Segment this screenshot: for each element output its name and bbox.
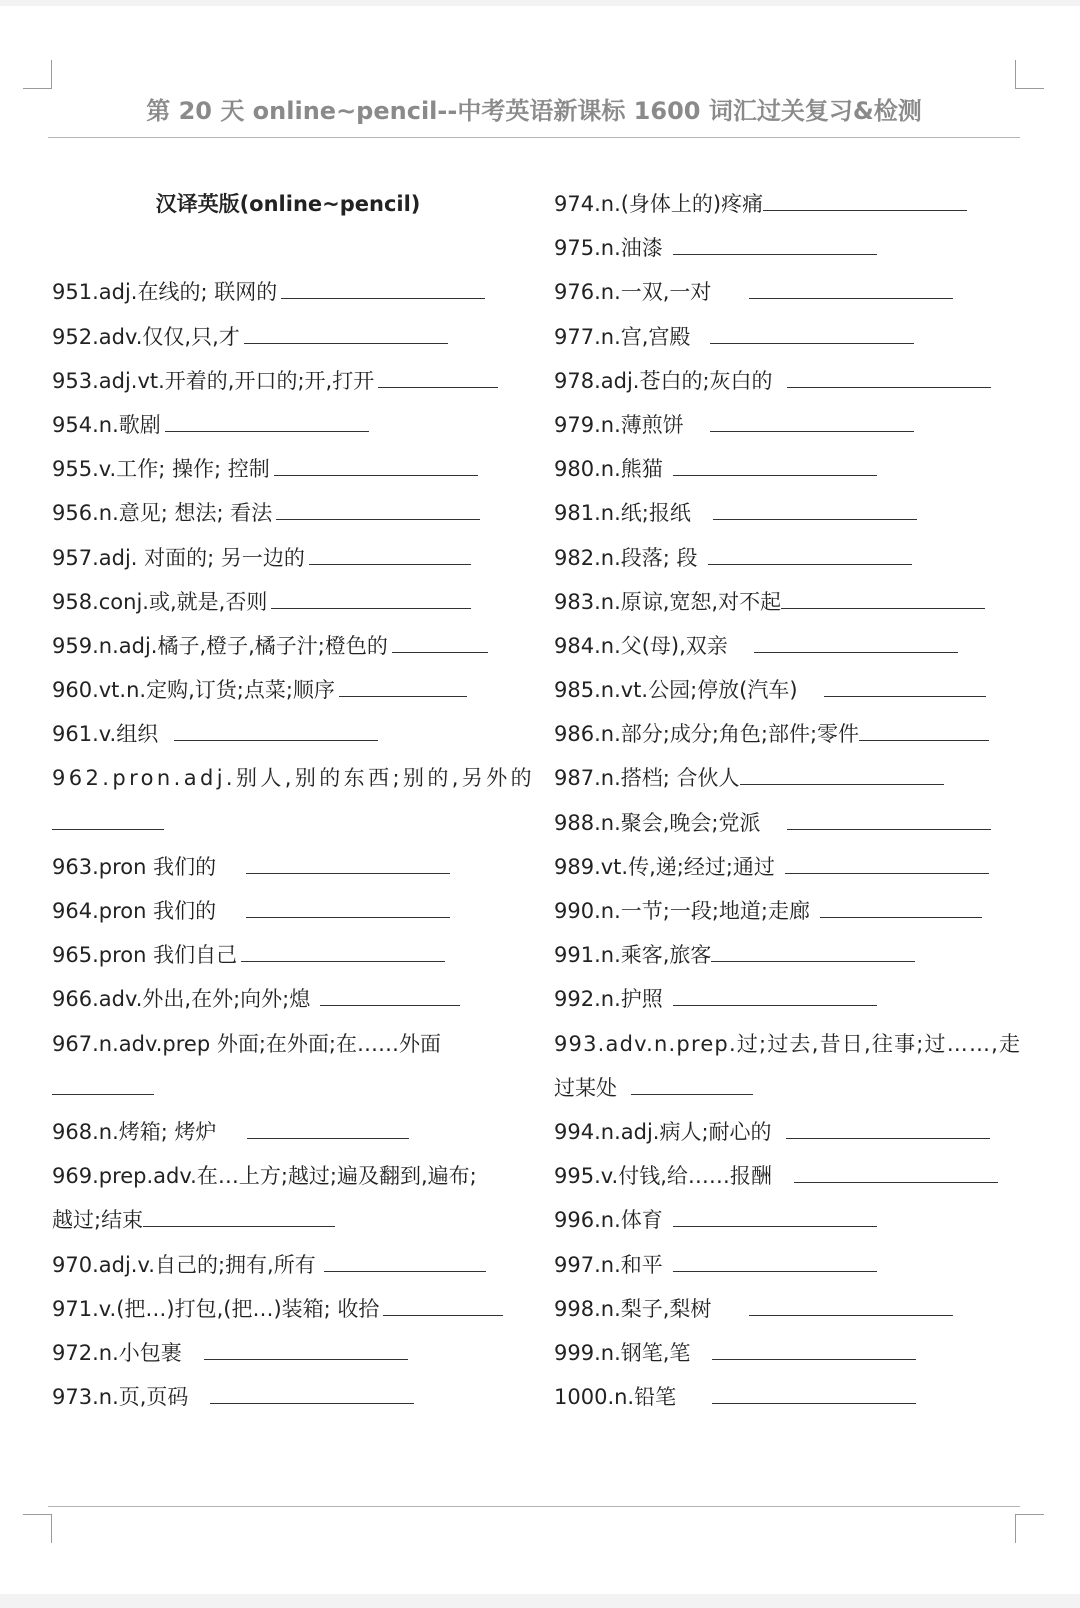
vocab-entry: [52, 491, 514, 535]
vocab-entry: [52, 315, 514, 359]
answer-blank[interactable]: [712, 1403, 916, 1404]
vocab-entry: [554, 712, 1026, 756]
answer-blank[interactable]: [794, 1182, 998, 1183]
answer-blank[interactable]: [673, 254, 877, 255]
entry-text: 989.vt.传,递;经过;通过: [554, 854, 775, 879]
vocab-entry: [554, 1243, 1026, 1287]
vocab-entry: [52, 580, 514, 624]
entry-text: 969.prep.adv.在…上方;越过;遍及翻到,遍布;: [52, 1164, 477, 1189]
answer-blank[interactable]: [749, 298, 953, 299]
vocab-entry: [52, 270, 514, 314]
vocab-entry: [52, 403, 514, 447]
vocab-entry: [52, 668, 514, 712]
entry-text: 974.n.(身体上的)疼痛: [554, 192, 764, 216]
vocab-entry: [554, 226, 1026, 270]
vocab-entry-continuation: [52, 801, 514, 845]
vocab-entry: [52, 1243, 514, 1287]
vocab-entry: [554, 1154, 1026, 1198]
answer-blank[interactable]: [711, 961, 915, 962]
vocab-entry: [554, 1198, 1026, 1242]
answer-blank[interactable]: [339, 696, 467, 697]
entry-text: 994.n.adj.病人;耐心的: [554, 1119, 772, 1144]
vocab-entry: [52, 756, 536, 800]
entry-text: 越过;结束: [52, 1208, 144, 1233]
answer-blank[interactable]: [787, 387, 991, 388]
vocab-entry-continuation: [52, 1198, 514, 1242]
answer-blank[interactable]: [281, 298, 485, 299]
answer-blank[interactable]: [383, 1315, 503, 1316]
entry-text: 997.n.和平: [554, 1252, 663, 1277]
left-column: [52, 182, 536, 1419]
answer-blank[interactable]: [52, 829, 164, 830]
vocab-entry: [52, 447, 514, 491]
vocab-entry: [52, 712, 514, 756]
vocab-entry: [52, 845, 514, 889]
vocab-entry: [52, 1154, 514, 1198]
entry-text: 1000.n.铅笔: [554, 1385, 677, 1410]
vocab-entry-continuation: [52, 1066, 514, 1110]
answer-blank[interactable]: [324, 1271, 486, 1272]
vocab-entry: [52, 1110, 514, 1154]
entry-text: 959.n.adj.橘子,橙子,橘子汁;橙色的: [52, 633, 388, 658]
vocab-entry: [554, 933, 1026, 977]
vocab-entry: [554, 536, 1026, 580]
vocab-entry: [554, 447, 1026, 491]
answer-blank[interactable]: [740, 784, 944, 785]
answer-blank[interactable]: [247, 1138, 409, 1139]
entry-text: 952.adv.仅仅,只,才: [52, 324, 240, 349]
entry-text: 993.adv.n.prep.过;过去,昔日,往事;过……,走: [554, 1031, 1022, 1056]
entry-text: 991.n.乘客,旅客: [554, 943, 712, 968]
vocab-entry: [52, 889, 514, 933]
entry-text: 968.n.烤箱; 烤炉: [52, 1119, 217, 1144]
spacer: [52, 226, 514, 270]
entry-text: 975.n.油漆: [554, 236, 663, 261]
entry-text: 965.pron 我们自己: [52, 943, 238, 968]
entry-text: 973.n.页,页码: [52, 1385, 189, 1410]
entry-text: 983.n.原谅,宽恕,对不起: [554, 589, 782, 614]
answer-blank[interactable]: [673, 1226, 877, 1227]
vocab-entry: [52, 624, 514, 668]
entry-text: 964.pron 我们的: [52, 899, 217, 923]
entry-text: 958.conj.或,就是,否则: [52, 589, 268, 614]
entry-text: 980.n.熊猫: [554, 457, 663, 482]
answer-blank[interactable]: [754, 652, 958, 653]
entry-text: 967.n.adv.prep 外面;在外面;在……外面: [52, 1031, 441, 1056]
vocab-entry: [554, 756, 1026, 800]
answer-blank[interactable]: [673, 1271, 877, 1272]
entry-text: 978.adj.苍白的;灰白的: [554, 368, 773, 393]
entry-text: 953.adj.vt.开着的,开口的;开,打开: [52, 368, 375, 393]
entry-text: 954.n.歌剧: [52, 412, 161, 437]
entry-text: 976.n.一双,一对: [554, 280, 712, 305]
answer-blank[interactable]: [749, 1315, 953, 1316]
vocab-entry: [52, 1375, 514, 1419]
answer-blank[interactable]: [673, 475, 877, 476]
entry-text: 998.n.梨子,梨树: [554, 1296, 712, 1321]
vocab-entry: [52, 536, 514, 580]
entry-text: 990.n.一节;一段;地道;走廊: [554, 899, 810, 923]
vocab-entry: [52, 1022, 514, 1066]
answer-blank[interactable]: [824, 696, 986, 697]
answer-blank[interactable]: [309, 564, 471, 565]
crop-mark-top-right: [1015, 60, 1044, 89]
vocab-entry: [554, 1375, 1026, 1419]
answer-blank[interactable]: [859, 740, 989, 741]
answer-blank[interactable]: [712, 1359, 916, 1360]
crop-mark-bottom-left: [23, 1514, 52, 1543]
entry-text: 970.adj.v.自己的;拥有,所有: [52, 1252, 316, 1277]
answer-blank[interactable]: [631, 1094, 753, 1095]
vocab-entry: [554, 845, 1026, 889]
answer-blank[interactable]: [710, 431, 914, 432]
answer-blank[interactable]: [276, 519, 480, 520]
answer-blank[interactable]: [781, 608, 985, 609]
document-page: [0, 6, 1080, 1594]
entry-text: 992.n.护照: [554, 987, 663, 1012]
header-divider: [48, 137, 1020, 138]
entry-text: 961.v.组织: [52, 722, 159, 747]
entry-text: 988.n.聚会,晚会;党派: [554, 810, 761, 835]
page-header-title: 第 20 天 online~pencil--中考英语新课标 1600 词汇过关复习&检测: [146, 97, 922, 125]
vocab-entry: [52, 1287, 514, 1331]
vocab-entry: [554, 315, 1026, 359]
entry-text: 979.n.薄煎饼: [554, 412, 684, 437]
entry-text: 981.n.纸;报纸: [554, 501, 691, 526]
answer-blank[interactable]: [392, 652, 488, 653]
crop-mark-bottom-right: [1015, 1514, 1044, 1543]
entry-text: 985.n.vt.公园;停放(汽车): [554, 678, 798, 703]
entry-text: 966.adv.外出,在外;向外;熄: [52, 987, 311, 1012]
vocab-entry: [554, 359, 1026, 403]
entry-text: 956.n.意见; 想法; 看法: [52, 501, 273, 526]
answer-blank[interactable]: [52, 1094, 154, 1095]
entry-text: 971.v.(把…)打包,(把…)装箱; 收拾: [52, 1296, 380, 1321]
answer-blank[interactable]: [708, 564, 912, 565]
answer-blank[interactable]: [785, 873, 989, 874]
answer-blank[interactable]: [143, 1226, 335, 1227]
answer-blank[interactable]: [820, 917, 982, 918]
answer-blank[interactable]: [271, 608, 471, 609]
entry-text: 986.n.部分;成分;角色;部件;零件: [554, 722, 860, 747]
vocab-entry: [554, 580, 1026, 624]
vocab-entry: [52, 933, 514, 977]
answer-blank[interactable]: [210, 1403, 414, 1404]
vocab-entry: [554, 1287, 1026, 1331]
answer-blank[interactable]: [174, 740, 378, 741]
answer-blank[interactable]: [710, 343, 914, 344]
entry-text: 972.n.小包裹: [52, 1340, 182, 1365]
vocab-entry: [554, 491, 1026, 535]
answer-blank[interactable]: [241, 961, 445, 962]
vocab-entry: [554, 977, 1026, 1021]
answer-blank[interactable]: [165, 431, 369, 432]
vocab-entry-continuation: [554, 1066, 1026, 1110]
entry-text: 999.n.钢笔,笔: [554, 1340, 691, 1365]
entry-text: 962.pron.adj.别人,别的东西;别的,另外的: [52, 766, 536, 791]
answer-blank[interactable]: [320, 1005, 460, 1006]
answer-blank[interactable]: [787, 829, 991, 830]
answer-blank[interactable]: [244, 343, 448, 344]
answer-blank[interactable]: [786, 1138, 990, 1139]
vocab-entry: [554, 668, 1026, 712]
footer-divider: [48, 1506, 1020, 1507]
vocab-entry: [52, 977, 514, 1021]
entry-text: 955.v.工作; 操作; 控制: [52, 457, 270, 482]
vocab-entry: [554, 1110, 1026, 1154]
answer-blank[interactable]: [246, 917, 450, 918]
entry-text: 987.n.搭档; 合伙人: [554, 766, 740, 791]
entry-text: 过某处: [554, 1075, 617, 1100]
entry-text: 960.vt.n.定购,订货;点菜;顺序: [52, 678, 335, 703]
answer-blank[interactable]: [378, 387, 498, 388]
entry-text: 977.n.宫,宫殿: [554, 324, 691, 349]
entry-text: 957.adj. 对面的; 另一边的: [52, 545, 305, 570]
vocab-entry: [554, 182, 1026, 226]
answer-blank[interactable]: [673, 1005, 877, 1006]
answer-blank[interactable]: [274, 475, 478, 476]
vocab-entry: [554, 801, 1026, 845]
vocab-entry: [52, 359, 514, 403]
vocab-entry: [554, 889, 1026, 933]
vocab-entry: [52, 1331, 514, 1375]
answer-blank[interactable]: [763, 210, 967, 211]
answer-blank[interactable]: [204, 1359, 408, 1360]
vocab-entry: [554, 1022, 1026, 1066]
entry-text: 984.n.父(母),双亲: [554, 633, 728, 658]
section-subtitle: 汉译英版(online~pencil): [155, 192, 421, 216]
crop-mark-top-left: [23, 60, 52, 89]
entry-text: 996.n.体育: [554, 1208, 663, 1233]
answer-blank[interactable]: [713, 519, 917, 520]
right-column: [554, 182, 1026, 1419]
answer-blank[interactable]: [246, 873, 450, 874]
entry-text: 951.adj.在线的; 联网的: [52, 280, 278, 305]
entry-text: 982.n.段落; 段: [554, 545, 698, 570]
vocab-entry: [554, 270, 1026, 314]
vocab-entry: [554, 624, 1026, 668]
entry-text: 963.pron 我们的: [52, 854, 217, 879]
entry-text: 995.v.付钱,给……报酬: [554, 1164, 772, 1189]
vocab-entry: [554, 403, 1026, 447]
vocab-entry: [554, 1331, 1026, 1375]
